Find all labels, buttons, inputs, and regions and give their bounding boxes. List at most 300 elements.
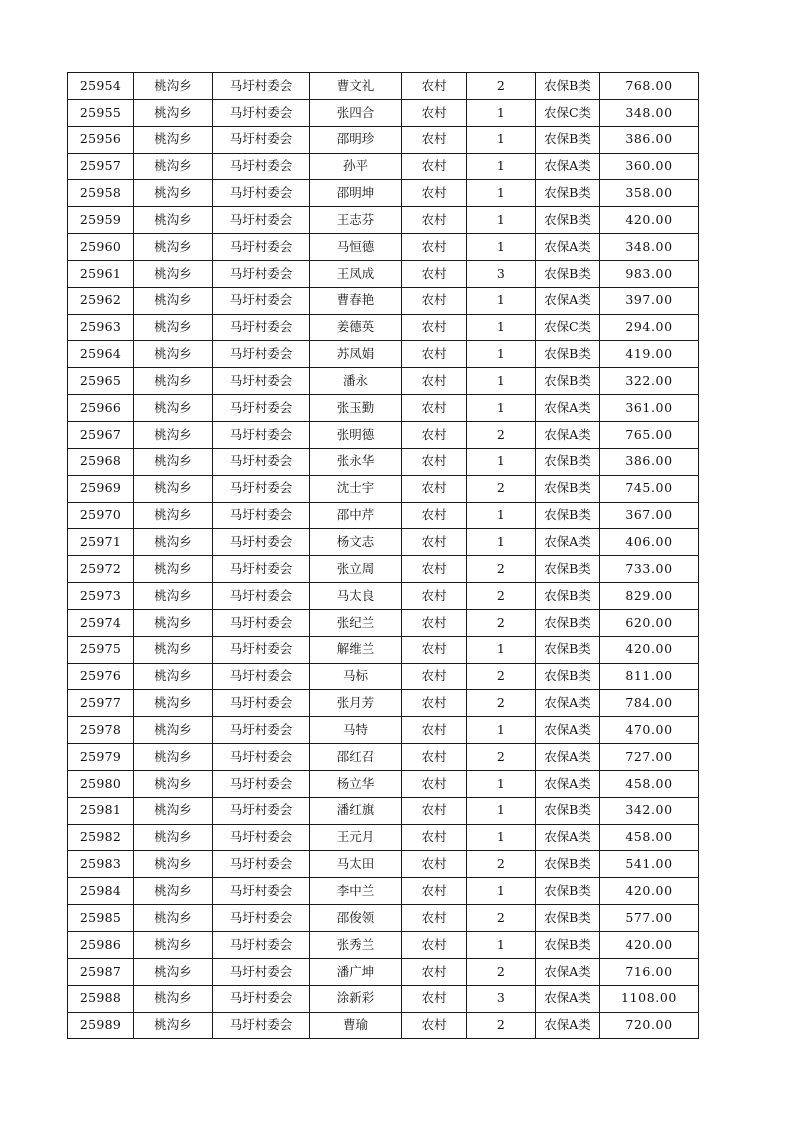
cell-household-count: 2	[467, 663, 536, 690]
cell-record-id: 25967	[68, 421, 134, 448]
cell-insurance-category: 农保B类	[536, 126, 600, 153]
cell-person-name: 邵中芹	[310, 502, 402, 529]
cell-household-count: 1	[467, 395, 536, 422]
cell-record-id: 25959	[68, 207, 134, 234]
cell-person-name: 张秀兰	[310, 932, 402, 959]
cell-village-committee: 马圩村委会	[213, 636, 310, 663]
cell-household-count: 1	[467, 287, 536, 314]
cell-amount: 420.00	[600, 207, 699, 234]
cell-township: 桃沟乡	[134, 368, 213, 395]
cell-person-name: 马恒德	[310, 234, 402, 261]
cell-household-count: 2	[467, 744, 536, 771]
cell-amount: 386.00	[600, 126, 699, 153]
cell-township: 桃沟乡	[134, 636, 213, 663]
cell-insurance-category: 农保B类	[536, 73, 600, 100]
cell-person-name: 张明德	[310, 421, 402, 448]
cell-amount: 720.00	[600, 1012, 699, 1039]
cell-person-name: 邵俊领	[310, 905, 402, 932]
cell-village-committee: 马圩村委会	[213, 690, 310, 717]
cell-township: 桃沟乡	[134, 502, 213, 529]
cell-village-committee: 马圩村委会	[213, 985, 310, 1012]
cell-person-name: 马太良	[310, 583, 402, 610]
cell-person-name: 沈士宇	[310, 475, 402, 502]
cell-insurance-category: 农保A类	[536, 744, 600, 771]
cell-record-id: 25974	[68, 609, 134, 636]
cell-township: 桃沟乡	[134, 770, 213, 797]
table-row	[68, 260, 699, 287]
cell-insurance-category: 农保A类	[536, 690, 600, 717]
cell-insurance-category: 农保B类	[536, 207, 600, 234]
cell-household-count: 1	[467, 770, 536, 797]
table-row	[68, 583, 699, 610]
cell-township: 桃沟乡	[134, 744, 213, 771]
cell-insurance-category: 农保B类	[536, 851, 600, 878]
cell-amount: 361.00	[600, 395, 699, 422]
cell-township: 桃沟乡	[134, 314, 213, 341]
cell-area-type: 农村	[402, 368, 467, 395]
cell-household-count: 3	[467, 985, 536, 1012]
cell-household-count: 1	[467, 502, 536, 529]
cell-area-type: 农村	[402, 797, 467, 824]
cell-village-committee: 马圩村委会	[213, 1012, 310, 1039]
cell-village-committee: 马圩村委会	[213, 502, 310, 529]
cell-village-committee: 马圩村委会	[213, 663, 310, 690]
cell-village-committee: 马圩村委会	[213, 878, 310, 905]
cell-insurance-category: 农保B类	[536, 878, 600, 905]
table-row	[68, 609, 699, 636]
cell-household-count: 1	[467, 824, 536, 851]
cell-area-type: 农村	[402, 529, 467, 556]
cell-insurance-category: 农保A类	[536, 717, 600, 744]
cell-record-id: 25966	[68, 395, 134, 422]
cell-township: 桃沟乡	[134, 421, 213, 448]
cell-insurance-category: 农保B类	[536, 368, 600, 395]
cell-record-id: 25968	[68, 448, 134, 475]
cell-person-name: 曹春艳	[310, 287, 402, 314]
cell-record-id: 25962	[68, 287, 134, 314]
cell-village-committee: 马圩村委会	[213, 368, 310, 395]
cell-household-count: 1	[467, 153, 536, 180]
cell-township: 桃沟乡	[134, 851, 213, 878]
cell-household-count: 1	[467, 932, 536, 959]
cell-household-count: 2	[467, 851, 536, 878]
cell-amount: 386.00	[600, 448, 699, 475]
table-row	[68, 985, 699, 1012]
table-row	[68, 717, 699, 744]
cell-township: 桃沟乡	[134, 663, 213, 690]
cell-person-name: 马标	[310, 663, 402, 690]
cell-record-id: 25982	[68, 824, 134, 851]
cell-township: 桃沟乡	[134, 207, 213, 234]
cell-insurance-category: 农保C类	[536, 99, 600, 126]
table-row	[68, 475, 699, 502]
table-row	[68, 73, 699, 100]
table-row	[68, 314, 699, 341]
cell-area-type: 农村	[402, 180, 467, 207]
cell-household-count: 2	[467, 73, 536, 100]
cell-village-committee: 马圩村委会	[213, 99, 310, 126]
cell-person-name: 张四合	[310, 99, 402, 126]
cell-township: 桃沟乡	[134, 985, 213, 1012]
cell-record-id: 25969	[68, 475, 134, 502]
cell-amount: 768.00	[600, 73, 699, 100]
cell-insurance-category: 农保C类	[536, 314, 600, 341]
cell-person-name: 杨立华	[310, 770, 402, 797]
cell-amount: 733.00	[600, 556, 699, 583]
cell-record-id: 25960	[68, 234, 134, 261]
cell-amount: 358.00	[600, 180, 699, 207]
cell-area-type: 农村	[402, 73, 467, 100]
cell-township: 桃沟乡	[134, 341, 213, 368]
cell-record-id: 25979	[68, 744, 134, 771]
cell-household-count: 2	[467, 1012, 536, 1039]
cell-area-type: 农村	[402, 153, 467, 180]
cell-area-type: 农村	[402, 99, 467, 126]
cell-person-name: 张纪兰	[310, 609, 402, 636]
cell-amount: 420.00	[600, 932, 699, 959]
cell-township: 桃沟乡	[134, 690, 213, 717]
cell-village-committee: 马圩村委会	[213, 851, 310, 878]
cell-township: 桃沟乡	[134, 153, 213, 180]
cell-record-id: 25978	[68, 717, 134, 744]
cell-person-name: 张永华	[310, 448, 402, 475]
cell-township: 桃沟乡	[134, 260, 213, 287]
cell-amount: 716.00	[600, 958, 699, 985]
cell-township: 桃沟乡	[134, 287, 213, 314]
cell-insurance-category: 农保B类	[536, 260, 600, 287]
table-row	[68, 690, 699, 717]
cell-person-name: 孙平	[310, 153, 402, 180]
cell-village-committee: 马圩村委会	[213, 73, 310, 100]
cell-household-count: 1	[467, 126, 536, 153]
cell-township: 桃沟乡	[134, 797, 213, 824]
cell-amount: 470.00	[600, 717, 699, 744]
cell-record-id: 25986	[68, 932, 134, 959]
cell-person-name: 曹文礼	[310, 73, 402, 100]
table-row	[68, 770, 699, 797]
cell-area-type: 农村	[402, 770, 467, 797]
cell-record-id: 25957	[68, 153, 134, 180]
cell-township: 桃沟乡	[134, 824, 213, 851]
cell-area-type: 农村	[402, 744, 467, 771]
cell-insurance-category: 农保A类	[536, 985, 600, 1012]
cell-person-name: 潘永	[310, 368, 402, 395]
table-row	[68, 395, 699, 422]
cell-area-type: 农村	[402, 126, 467, 153]
cell-area-type: 农村	[402, 905, 467, 932]
table-row	[68, 448, 699, 475]
cell-township: 桃沟乡	[134, 448, 213, 475]
cell-area-type: 农村	[402, 824, 467, 851]
table-row	[68, 234, 699, 261]
cell-household-count: 1	[467, 448, 536, 475]
cell-record-id: 25989	[68, 1012, 134, 1039]
cell-household-count: 1	[467, 529, 536, 556]
cell-person-name: 邵明坤	[310, 180, 402, 207]
cell-household-count: 2	[467, 583, 536, 610]
cell-insurance-category: 农保B类	[536, 341, 600, 368]
cell-household-count: 1	[467, 99, 536, 126]
cell-amount: 983.00	[600, 260, 699, 287]
cell-village-committee: 马圩村委会	[213, 260, 310, 287]
cell-person-name: 解维兰	[310, 636, 402, 663]
cell-person-name: 涂新彩	[310, 985, 402, 1012]
cell-village-committee: 马圩村委会	[213, 421, 310, 448]
cell-record-id: 25965	[68, 368, 134, 395]
cell-township: 桃沟乡	[134, 234, 213, 261]
cell-household-count: 3	[467, 260, 536, 287]
cell-amount: 294.00	[600, 314, 699, 341]
cell-record-id: 25973	[68, 583, 134, 610]
cell-record-id: 25975	[68, 636, 134, 663]
cell-area-type: 农村	[402, 663, 467, 690]
cell-record-id: 25970	[68, 502, 134, 529]
cell-insurance-category: 农保A类	[536, 529, 600, 556]
cell-amount: 458.00	[600, 824, 699, 851]
cell-insurance-category: 农保A类	[536, 234, 600, 261]
cell-record-id: 25985	[68, 905, 134, 932]
cell-household-count: 1	[467, 368, 536, 395]
cell-person-name: 马太田	[310, 851, 402, 878]
records-table-body	[68, 73, 699, 1039]
cell-person-name: 王志芬	[310, 207, 402, 234]
cell-township: 桃沟乡	[134, 99, 213, 126]
cell-village-committee: 马圩村委会	[213, 583, 310, 610]
cell-household-count: 1	[467, 878, 536, 905]
cell-household-count: 2	[467, 475, 536, 502]
cell-village-committee: 马圩村委会	[213, 287, 310, 314]
cell-insurance-category: 农保A类	[536, 958, 600, 985]
table-row	[68, 744, 699, 771]
cell-area-type: 农村	[402, 717, 467, 744]
cell-insurance-category: 农保A类	[536, 824, 600, 851]
cell-village-committee: 马圩村委会	[213, 797, 310, 824]
cell-record-id: 25987	[68, 958, 134, 985]
cell-person-name: 邵明珍	[310, 126, 402, 153]
cell-person-name: 姜德英	[310, 314, 402, 341]
cell-village-committee: 马圩村委会	[213, 609, 310, 636]
table-row	[68, 180, 699, 207]
cell-person-name: 张月芳	[310, 690, 402, 717]
cell-township: 桃沟乡	[134, 73, 213, 100]
cell-area-type: 农村	[402, 448, 467, 475]
cell-township: 桃沟乡	[134, 529, 213, 556]
cell-village-committee: 马圩村委会	[213, 556, 310, 583]
table-row	[68, 529, 699, 556]
table-row	[68, 1012, 699, 1039]
cell-village-committee: 马圩村委会	[213, 529, 310, 556]
cell-township: 桃沟乡	[134, 395, 213, 422]
cell-area-type: 农村	[402, 636, 467, 663]
cell-record-id: 25988	[68, 985, 134, 1012]
table-row	[68, 126, 699, 153]
cell-township: 桃沟乡	[134, 932, 213, 959]
cell-village-committee: 马圩村委会	[213, 717, 310, 744]
cell-area-type: 农村	[402, 932, 467, 959]
cell-amount: 420.00	[600, 636, 699, 663]
cell-village-committee: 马圩村委会	[213, 395, 310, 422]
table-row	[68, 958, 699, 985]
cell-village-committee: 马圩村委会	[213, 126, 310, 153]
cell-insurance-category: 农保A类	[536, 153, 600, 180]
cell-record-id: 25954	[68, 73, 134, 100]
cell-household-count: 1	[467, 207, 536, 234]
table-row	[68, 341, 699, 368]
cell-area-type: 农村	[402, 690, 467, 717]
cell-area-type: 农村	[402, 878, 467, 905]
cell-village-committee: 马圩村委会	[213, 207, 310, 234]
cell-record-id: 25964	[68, 341, 134, 368]
cell-area-type: 农村	[402, 234, 467, 261]
records-table	[67, 72, 699, 1039]
cell-record-id: 25961	[68, 260, 134, 287]
cell-insurance-category: 农保B类	[536, 609, 600, 636]
cell-area-type: 农村	[402, 341, 467, 368]
cell-insurance-category: 农保A类	[536, 395, 600, 422]
cell-township: 桃沟乡	[134, 717, 213, 744]
cell-village-committee: 马圩村委会	[213, 153, 310, 180]
cell-household-count: 2	[467, 905, 536, 932]
cell-area-type: 农村	[402, 583, 467, 610]
cell-amount: 406.00	[600, 529, 699, 556]
table-row	[68, 502, 699, 529]
cell-amount: 342.00	[600, 797, 699, 824]
table-row	[68, 905, 699, 932]
cell-record-id: 25980	[68, 770, 134, 797]
cell-household-count: 1	[467, 234, 536, 261]
cell-village-committee: 马圩村委会	[213, 341, 310, 368]
cell-record-id: 25977	[68, 690, 134, 717]
table-row	[68, 421, 699, 448]
cell-village-committee: 马圩村委会	[213, 770, 310, 797]
cell-person-name: 潘广坤	[310, 958, 402, 985]
cell-household-count: 1	[467, 180, 536, 207]
cell-village-committee: 马圩村委会	[213, 744, 310, 771]
cell-township: 桃沟乡	[134, 958, 213, 985]
cell-record-id: 25963	[68, 314, 134, 341]
cell-township: 桃沟乡	[134, 1012, 213, 1039]
table-row	[68, 932, 699, 959]
cell-area-type: 农村	[402, 556, 467, 583]
cell-township: 桃沟乡	[134, 905, 213, 932]
cell-record-id: 25972	[68, 556, 134, 583]
cell-township: 桃沟乡	[134, 180, 213, 207]
cell-insurance-category: 农保B类	[536, 502, 600, 529]
cell-household-count: 1	[467, 314, 536, 341]
cell-person-name: 邵红召	[310, 744, 402, 771]
cell-insurance-category: 农保B类	[536, 636, 600, 663]
cell-insurance-category: 农保B类	[536, 475, 600, 502]
cell-record-id: 25983	[68, 851, 134, 878]
cell-amount: 784.00	[600, 690, 699, 717]
cell-amount: 577.00	[600, 905, 699, 932]
cell-area-type: 农村	[402, 260, 467, 287]
cell-township: 桃沟乡	[134, 126, 213, 153]
cell-amount: 1108.00	[600, 985, 699, 1012]
cell-person-name: 张立周	[310, 556, 402, 583]
cell-area-type: 农村	[402, 207, 467, 234]
cell-insurance-category: 农保B类	[536, 663, 600, 690]
cell-insurance-category: 农保B类	[536, 932, 600, 959]
cell-household-count: 1	[467, 797, 536, 824]
cell-area-type: 农村	[402, 609, 467, 636]
cell-amount: 360.00	[600, 153, 699, 180]
cell-person-name: 苏凤娟	[310, 341, 402, 368]
cell-insurance-category: 农保B类	[536, 448, 600, 475]
table-row	[68, 797, 699, 824]
cell-township: 桃沟乡	[134, 878, 213, 905]
cell-amount: 811.00	[600, 663, 699, 690]
cell-village-committee: 马圩村委会	[213, 314, 310, 341]
cell-household-count: 2	[467, 958, 536, 985]
cell-person-name: 张玉勤	[310, 395, 402, 422]
cell-insurance-category: 农保A类	[536, 770, 600, 797]
table-row	[68, 556, 699, 583]
cell-amount: 348.00	[600, 234, 699, 261]
cell-person-name: 李中兰	[310, 878, 402, 905]
cell-record-id: 25984	[68, 878, 134, 905]
cell-person-name: 马特	[310, 717, 402, 744]
table-row	[68, 824, 699, 851]
cell-village-committee: 马圩村委会	[213, 905, 310, 932]
table-row	[68, 878, 699, 905]
cell-insurance-category: 农保B类	[536, 583, 600, 610]
cell-area-type: 农村	[402, 395, 467, 422]
cell-record-id: 25971	[68, 529, 134, 556]
cell-township: 桃沟乡	[134, 475, 213, 502]
cell-record-id: 25955	[68, 99, 134, 126]
cell-area-type: 农村	[402, 314, 467, 341]
table-row	[68, 368, 699, 395]
cell-area-type: 农村	[402, 287, 467, 314]
cell-amount: 829.00	[600, 583, 699, 610]
cell-area-type: 农村	[402, 851, 467, 878]
cell-area-type: 农村	[402, 502, 467, 529]
cell-insurance-category: 农保B类	[536, 905, 600, 932]
cell-household-count: 2	[467, 690, 536, 717]
cell-township: 桃沟乡	[134, 583, 213, 610]
cell-village-committee: 马圩村委会	[213, 448, 310, 475]
cell-amount: 620.00	[600, 609, 699, 636]
table-row	[68, 636, 699, 663]
cell-amount: 397.00	[600, 287, 699, 314]
cell-household-count: 2	[467, 421, 536, 448]
cell-village-committee: 马圩村委会	[213, 180, 310, 207]
cell-person-name: 潘红旗	[310, 797, 402, 824]
cell-insurance-category: 农保B类	[536, 180, 600, 207]
cell-insurance-category: 农保B类	[536, 797, 600, 824]
cell-village-committee: 马圩村委会	[213, 932, 310, 959]
table-row	[68, 851, 699, 878]
table-row	[68, 287, 699, 314]
cell-household-count: 2	[467, 609, 536, 636]
cell-household-count: 1	[467, 341, 536, 368]
cell-area-type: 农村	[402, 985, 467, 1012]
cell-amount: 348.00	[600, 99, 699, 126]
cell-amount: 765.00	[600, 421, 699, 448]
cell-record-id: 25956	[68, 126, 134, 153]
cell-record-id: 25976	[68, 663, 134, 690]
cell-area-type: 农村	[402, 475, 467, 502]
cell-amount: 727.00	[600, 744, 699, 771]
cell-amount: 367.00	[600, 502, 699, 529]
cell-area-type: 农村	[402, 421, 467, 448]
cell-township: 桃沟乡	[134, 609, 213, 636]
table-row	[68, 99, 699, 126]
cell-amount: 420.00	[600, 878, 699, 905]
table-row	[68, 207, 699, 234]
cell-record-id: 25981	[68, 797, 134, 824]
